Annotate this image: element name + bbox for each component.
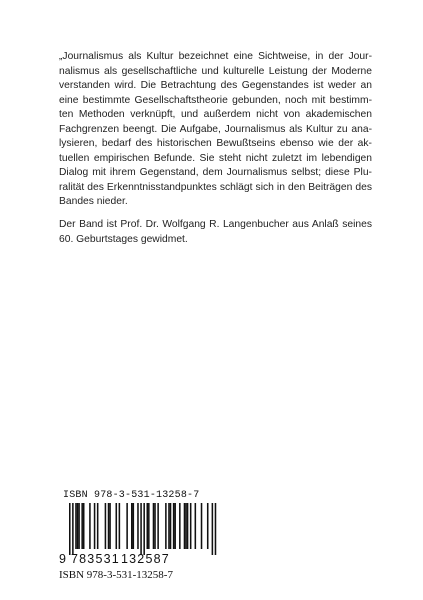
barcode-bar: [187, 503, 189, 549]
barcode-bar: [179, 503, 181, 549]
barcode-bar: [173, 503, 175, 549]
barcode-bar: [195, 503, 197, 549]
ean13-barcode: [59, 503, 229, 557]
barcode-bar: [108, 503, 110, 549]
barcode-bar: [215, 503, 217, 555]
barcode-bar: [83, 503, 85, 549]
barcode-bar: [94, 503, 96, 549]
blurb-line: lysieren, bedarf des historischen Bewußtseins ebenso wie der ak-: [59, 138, 372, 150]
barcode-bar: [140, 503, 142, 555]
barcode-bar: [78, 503, 80, 549]
barcode-bar: [153, 503, 155, 549]
barcode-bar: [126, 503, 128, 549]
dedication-line: Der Band ist Prof. Dr. Wolfgang R. Langenbucher aus Anlaß seines: [59, 219, 372, 231]
blurb-line: Dialog mit ihrem Gegenstand, dem Journalismus selbst; diese Plu-: [59, 167, 372, 179]
ean-first-digit: 9: [59, 552, 66, 566]
barcode-bar: [201, 503, 203, 549]
barcode-bar: [157, 503, 159, 549]
barcode-bar: [105, 503, 107, 549]
barcode-bar: [154, 503, 156, 549]
barcode-bar: [81, 503, 83, 549]
blurb-line: ralität des Erkenntnisstandpunktes schlägt sich in den Beiträgen des: [59, 181, 372, 193]
barcode-bar: [119, 503, 121, 549]
blurb-line: „Journalismus als Kultur bezeichnet eine Sichtweise, in der Jour-: [59, 51, 372, 62]
barcode-bar: [116, 503, 118, 549]
barcode-bar: [89, 503, 91, 549]
barcode-bar: [75, 503, 77, 549]
barcode-bar: [190, 503, 192, 549]
ean-right-group: 132587: [121, 552, 170, 566]
barcode-bar: [148, 503, 150, 549]
barcode-bar: [170, 503, 172, 549]
isbn-barcode-block: [59, 490, 229, 590]
blurb-line: Fachgrenzen beengt. Die Aufgabe, Journalismus als Kultur zu ana-: [59, 123, 372, 135]
barcode-bar: [207, 503, 209, 549]
barcode-bar: [165, 503, 167, 549]
blurb-line: verstanden wird. Die Betrachtung des Gegenstandes ist weder an: [59, 80, 372, 92]
barcode-bar: [109, 503, 111, 549]
barcode-bar: [97, 503, 99, 549]
dedication-line: 60. Geburtstages gewidmet.: [59, 233, 188, 245]
paragraph-gap: [59, 210, 372, 218]
ean-left-group: 783531: [71, 552, 120, 566]
blurb-line: nalismus als gesellschaftliche und kulturelle Leistung der Moderne: [59, 65, 372, 77]
blurb-line: ten Methoden verknüpft, und außerdem nicht von akademischen: [59, 109, 372, 121]
barcode-bar: [133, 503, 135, 549]
barcode-bar: [143, 503, 145, 555]
isbn-label-bottom: ISBN 978-3-531-13258-7: [59, 569, 173, 581]
barcode-bar: [69, 503, 71, 555]
barcode-bar: [184, 503, 186, 549]
barcode-bar: [212, 503, 214, 555]
barcode-bar: [131, 503, 133, 549]
barcode-bar: [174, 503, 176, 549]
isbn-label-top: ISBN 978-3-531-13258-7: [63, 490, 200, 501]
blurb-line: tuellen empirischen Befunde. Sie steht nicht zuletzt im lebendigen: [59, 152, 372, 164]
blurb-line: eine bestimmte Gesellschaftstheorie gebunden, noch mit bestimm-: [59, 94, 372, 106]
barcode-bar: [185, 503, 187, 549]
blurb-line: Bandes nieder.: [59, 196, 128, 208]
barcode-bar: [168, 503, 170, 549]
barcode-bar: [137, 503, 139, 549]
barcode-bar: [72, 503, 74, 555]
barcode-bar: [147, 503, 149, 549]
back-cover-blurb: [59, 50, 372, 247]
barcode-bar: [77, 503, 79, 549]
